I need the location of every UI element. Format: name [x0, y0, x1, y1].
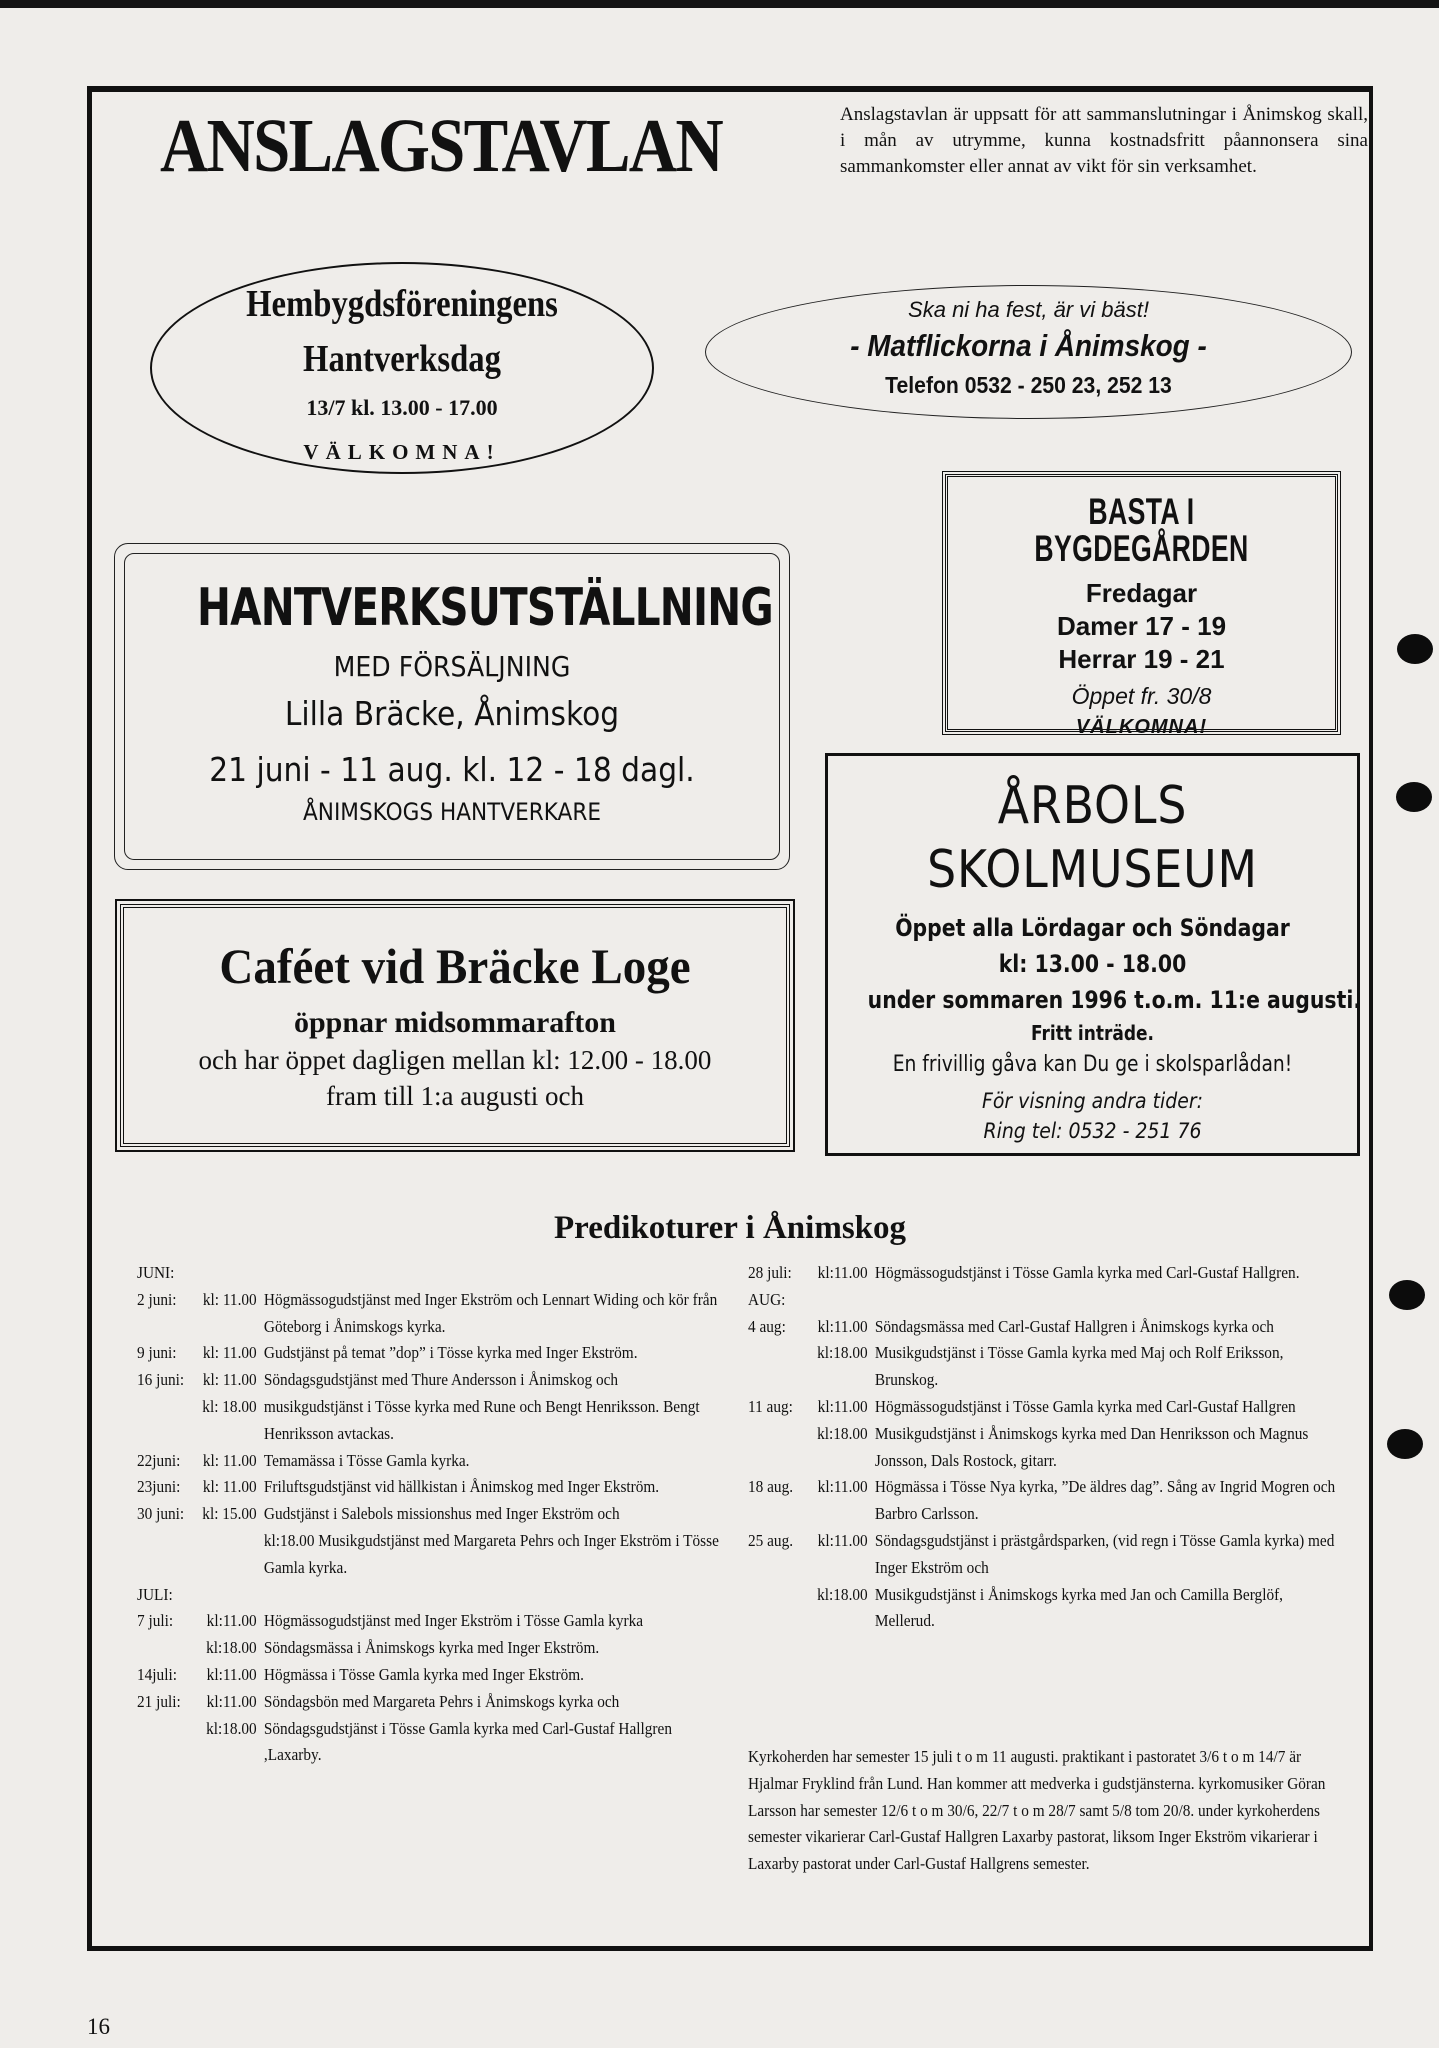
cafe-opening: öppnar midsommarafton [294, 1006, 616, 1039]
schedule-date [137, 1635, 193, 1662]
schedule-description: Söndagsgudstjänst i Tösse Gamla kyrka med Carl-Gustaf Hallgren ,Laxarby. [263, 1718, 672, 1765]
hembygd-date: 13/7 kl. 13.00 - 17.00 [306, 395, 498, 420]
schedule-time: kl:11.00 [206, 1664, 257, 1684]
schedule-date: 11 aug: [748, 1396, 793, 1416]
basta-title: BASTA I BYGDEGÅRDEN [1034, 491, 1249, 569]
matflickorna-phone: Telefon 0532 - 250 23, 252 13 [885, 372, 1172, 398]
basta-open-from: Öppet fr. 30/8 [1071, 683, 1212, 709]
schedule-description: Musikgudstjänst i Ånimskogs kyrka med Dan Henriksson och Magnus Jonsson, Dals Rostock, gitarr. [874, 1423, 1309, 1470]
hantverk-location: Lilla Bräcke, Ånimskog [284, 694, 620, 733]
schedule-entry [748, 1528, 1342, 1582]
page-number: 16 [87, 2014, 110, 2039]
arbols-title-2: SKOLMUSEUM [927, 840, 1258, 900]
schedule-time [193, 1528, 264, 1582]
arbols-ad [825, 753, 1360, 1156]
arbols-other-times: För visning andra tider: [981, 1089, 1204, 1113]
schedule-description: Söndagsmässa med Carl-Gustaf Hallgren i Ånimskogs kyrka och [874, 1316, 1274, 1336]
schedule-description: Musikgudstjänst i Tösse Gamla kyrka med Maj och Rolf Eriksson, Brunskog. [874, 1343, 1284, 1390]
schedule-time: kl:11.00 [817, 1477, 868, 1497]
scan-top-edge [0, 0, 1439, 8]
schedule-description: Högmässa i Tösse Gamla kyrka med Inger Ekström. [263, 1664, 585, 1684]
hantverk-title: HANTVERKSUTSTÄLLNING [196, 578, 773, 638]
schedule-date: 9 juni: [137, 1343, 177, 1363]
schedule-description: musikgudstjänst i Tösse kyrka med Rune och Bengt Henriksson. Bengt Henriksson avtackas. [263, 1396, 700, 1443]
schedule-description: Musikgudstjänst i Ånimskogs kyrka med Jan och Camilla Berglöf, Mellerud. [874, 1584, 1284, 1631]
schedule-date: 28 juli: [748, 1263, 792, 1282]
schedule-date: 22juni: [137, 1450, 181, 1470]
schedule-left-column [137, 1260, 722, 1769]
schedule-entry [137, 1662, 722, 1689]
schedule-description: Söndagsmässa i Ånimskogs kyrka med Inger Ekström. [263, 1638, 600, 1658]
schedule-date [748, 1582, 804, 1636]
schedule-date: 23juni: [137, 1477, 181, 1497]
schedule-date [137, 1716, 193, 1770]
arbols-title-1: ÅRBOLS [997, 776, 1188, 836]
schedule-description: Söndagsgudstjänst i prästgårdsparken, (vid regn i Tösse Gamla kyrka) med Inger Ekström och [874, 1530, 1335, 1577]
hembygd-line2: Hantverksdag [303, 338, 501, 380]
hantverk-ad [124, 553, 780, 860]
arbols-hours: kl: 13.00 - 18.00 [998, 950, 1187, 978]
schedule-date: 30 juni: [137, 1504, 185, 1524]
binding-hole [1387, 1429, 1423, 1459]
schedule-time: kl:11.00 [206, 1691, 257, 1711]
schedule-time: kl:18.00 [206, 1718, 257, 1738]
arbols-phone: Ring tel: 0532 - 251 76 [983, 1119, 1202, 1143]
schedule-date: 7 juli: [137, 1611, 174, 1631]
schedule-date: 4 aug: [748, 1316, 786, 1336]
binding-hole [1397, 634, 1433, 664]
schedule-time: kl:18.00 [817, 1343, 868, 1363]
schedule-time: kl:11.00 [817, 1530, 868, 1550]
schedule-description: Gudstjänst på temat ”dop” i Tösse kyrka med Inger Ekström. [263, 1343, 638, 1363]
schedule-entry [137, 1394, 722, 1448]
schedule-month-heading: JUNI: [137, 1263, 175, 1282]
schedule-time: kl:18.00 [817, 1423, 868, 1443]
schedule-time: kl:11.00 [817, 1316, 868, 1336]
schedule-description: Gudstjänst i Salebols missionshus med Inger Ekström och [263, 1504, 620, 1524]
schedule-time: kl: 11.00 [202, 1370, 257, 1390]
schedule-description: Temamässa i Tösse Gamla kyrka. [263, 1450, 470, 1470]
schedule-description: Högmässogudstjänst i Tösse Gamla kyrka med Carl-Gustaf Hallgren. [874, 1263, 1300, 1282]
basta-welcome: VÄLKOMNA! [1075, 716, 1208, 738]
schedule-entry [137, 1635, 722, 1662]
schedule-entry [748, 1474, 1342, 1528]
schedule-date [748, 1340, 804, 1394]
schedule-title: Predikoturer i Ånimskog [553, 1210, 907, 1246]
schedule-time: kl: 18.00 [202, 1396, 257, 1416]
schedule-time: kl:11.00 [206, 1611, 257, 1631]
schedule-time: kl: 11.00 [202, 1289, 257, 1309]
schedule-date: 18 aug. [748, 1477, 794, 1497]
schedule-entry [137, 1474, 722, 1501]
schedule-time: kl: 11.00 [202, 1343, 257, 1363]
schedule-time: kl:18.00 [817, 1584, 868, 1604]
cafe-hours: och har öppet dagligen mellan kl: 12.00 - 18.00 [198, 1045, 712, 1075]
binding-hole [1396, 782, 1432, 812]
schedule-time: kl:11.00 [817, 1396, 868, 1416]
schedule-time: kl:18.00 [206, 1638, 257, 1658]
schedule-entry [137, 1501, 722, 1528]
matflickorna-slogan: Ska ni ha fest, är vi bäst! [908, 297, 1149, 322]
schedule-date [137, 1394, 193, 1448]
schedule-description: Söndagsgudstjänst med Thure Andersson i Ånimskog och [263, 1370, 619, 1390]
schedule-entry [137, 1716, 722, 1770]
schedule-description: Högmässogudstjänst med Inger Ekström och Lennart Widing och kör från Göteborg i Ånimskogs kyrka. [263, 1289, 718, 1336]
schedule-date [748, 1421, 804, 1475]
schedule-entry [137, 1689, 722, 1716]
schedule-time: kl:11.00 [817, 1263, 868, 1282]
page-title: ANSLAGSTAVLAN [160, 104, 722, 188]
hembygd-line1: Hembygdsföreningens [246, 283, 558, 325]
cafe-ad [120, 904, 790, 1147]
schedule-date [137, 1528, 193, 1582]
schedule-entry [137, 1340, 722, 1367]
intro-paragraph: Anslagstavlan är uppsatt för att sammanslutningar i Ånimskog skall, i mån av utrymme, kunna kostnadsfritt påannonsera sina sammankomster eller annat av vikt för sin verksamhet. [840, 104, 1368, 177]
schedule-date: 2 juni: [137, 1289, 177, 1309]
schedule-entry [137, 1287, 722, 1341]
schedule-time: kl: 11.00 [202, 1477, 257, 1497]
schedule-entry [137, 1528, 722, 1582]
arbols-free-entry: Fritt inträde. [1031, 1021, 1154, 1045]
cafe-until: fram till 1:a augusti och [326, 1081, 584, 1111]
schedule-date: 16 juni: [137, 1370, 185, 1390]
schedule-month-heading: AUG: [748, 1289, 786, 1309]
schedule-entry [137, 1608, 722, 1635]
schedule-entry [137, 1448, 722, 1475]
schedule-date: 25 aug. [748, 1530, 794, 1550]
schedule-description: Högmässa i Tösse Nya kyrka, ”De äldres dag”. Sång av Ingrid Mogren och Barbro Carlsson. [874, 1477, 1336, 1524]
schedule-entry [748, 1421, 1342, 1475]
arbols-donation: En frivillig gåva kan Du ge i skolsparlådan! [892, 1052, 1293, 1077]
schedule-entry [748, 1340, 1342, 1394]
basta-ad [945, 474, 1338, 738]
schedule-description: Söndagsbön med Margareta Pehrs i Ånimskogs kyrka och [263, 1691, 620, 1711]
arbols-season: under sommaren 1996 t.o.m. 11:e augusti. [867, 986, 1362, 1014]
schedule-entry [748, 1582, 1342, 1636]
schedule-time: kl: 11.00 [202, 1450, 257, 1470]
schedule-entry [748, 1314, 1342, 1341]
basta-women-hours: Damer 17 - 19 [1056, 611, 1227, 641]
schedule-entry [137, 1367, 722, 1394]
cafe-title: Caféet vid Bräcke Loge [219, 938, 691, 994]
hembygd-welcome: VÄLKOMNA! [303, 440, 501, 464]
schedule-entry [748, 1394, 1342, 1421]
schedule-description: kl:18.00 Musikgudstjänst med Margareta Pehrs och Inger Ekström i Tösse Gamla kyrka. [263, 1530, 719, 1577]
hantverk-organizer: ÅNIMSKOGS HANTVERKARE [303, 798, 601, 826]
basta-men-hours: Herrar 19 - 21 [1058, 644, 1225, 674]
schedule-right-column [748, 1260, 1342, 1635]
schedule-description: Högmässogudstjänst i Tösse Gamla kyrka med Carl-Gustaf Hallgren [874, 1396, 1296, 1416]
schedule-entry [748, 1260, 1342, 1287]
basta-days: Fredagar [1085, 578, 1198, 608]
hantverk-dates: 21 juni - 11 aug. kl. 12 - 18 dagl. [209, 750, 695, 789]
schedule-month-heading: JULI: [137, 1584, 173, 1604]
matflickorna-name: - Matflickorna i Ånimskog - [850, 328, 1207, 363]
schedule-description: Friluftsgudstjänst vid hällkistan i Ånimskog med Inger Ekström. [263, 1477, 660, 1497]
arbols-open-days: Öppet alla Lördagar och Söndagar [895, 914, 1290, 942]
schedule-description: Högmässogudstjänst med Inger Ekström i Tösse Gamla kyrka [263, 1611, 644, 1631]
hantverk-subtitle: MED FÖRSÄLJNING [333, 650, 571, 683]
schedule-date: 14juli: [137, 1664, 177, 1684]
schedule-note: Kyrkoherden har semester 15 juli t o m 11 augusti. praktikant i pastoratet 3/6 t o m 14/7 är Hjalmar Fryklind från Lund. Han kommer att medverka i gudstjänsterna. kyrkomusiker Göran Larsson har semester 12/6 t o m 30/6, 22/7 t o m 28/7 samt 5/8 tom 20/8. under kyrkoherdens semester vikarierar Carl-Gustaf Hallgren Laxarby pastorat, liksom Inger Ekström vikarierar i Laxarby pastorat under Carl-Gustaf Hallgrens semester. [748, 1747, 1326, 1874]
schedule-date: 21 juli: [137, 1691, 181, 1711]
binding-hole [1389, 1280, 1425, 1310]
schedule-time: kl: 15.00 [202, 1504, 257, 1524]
